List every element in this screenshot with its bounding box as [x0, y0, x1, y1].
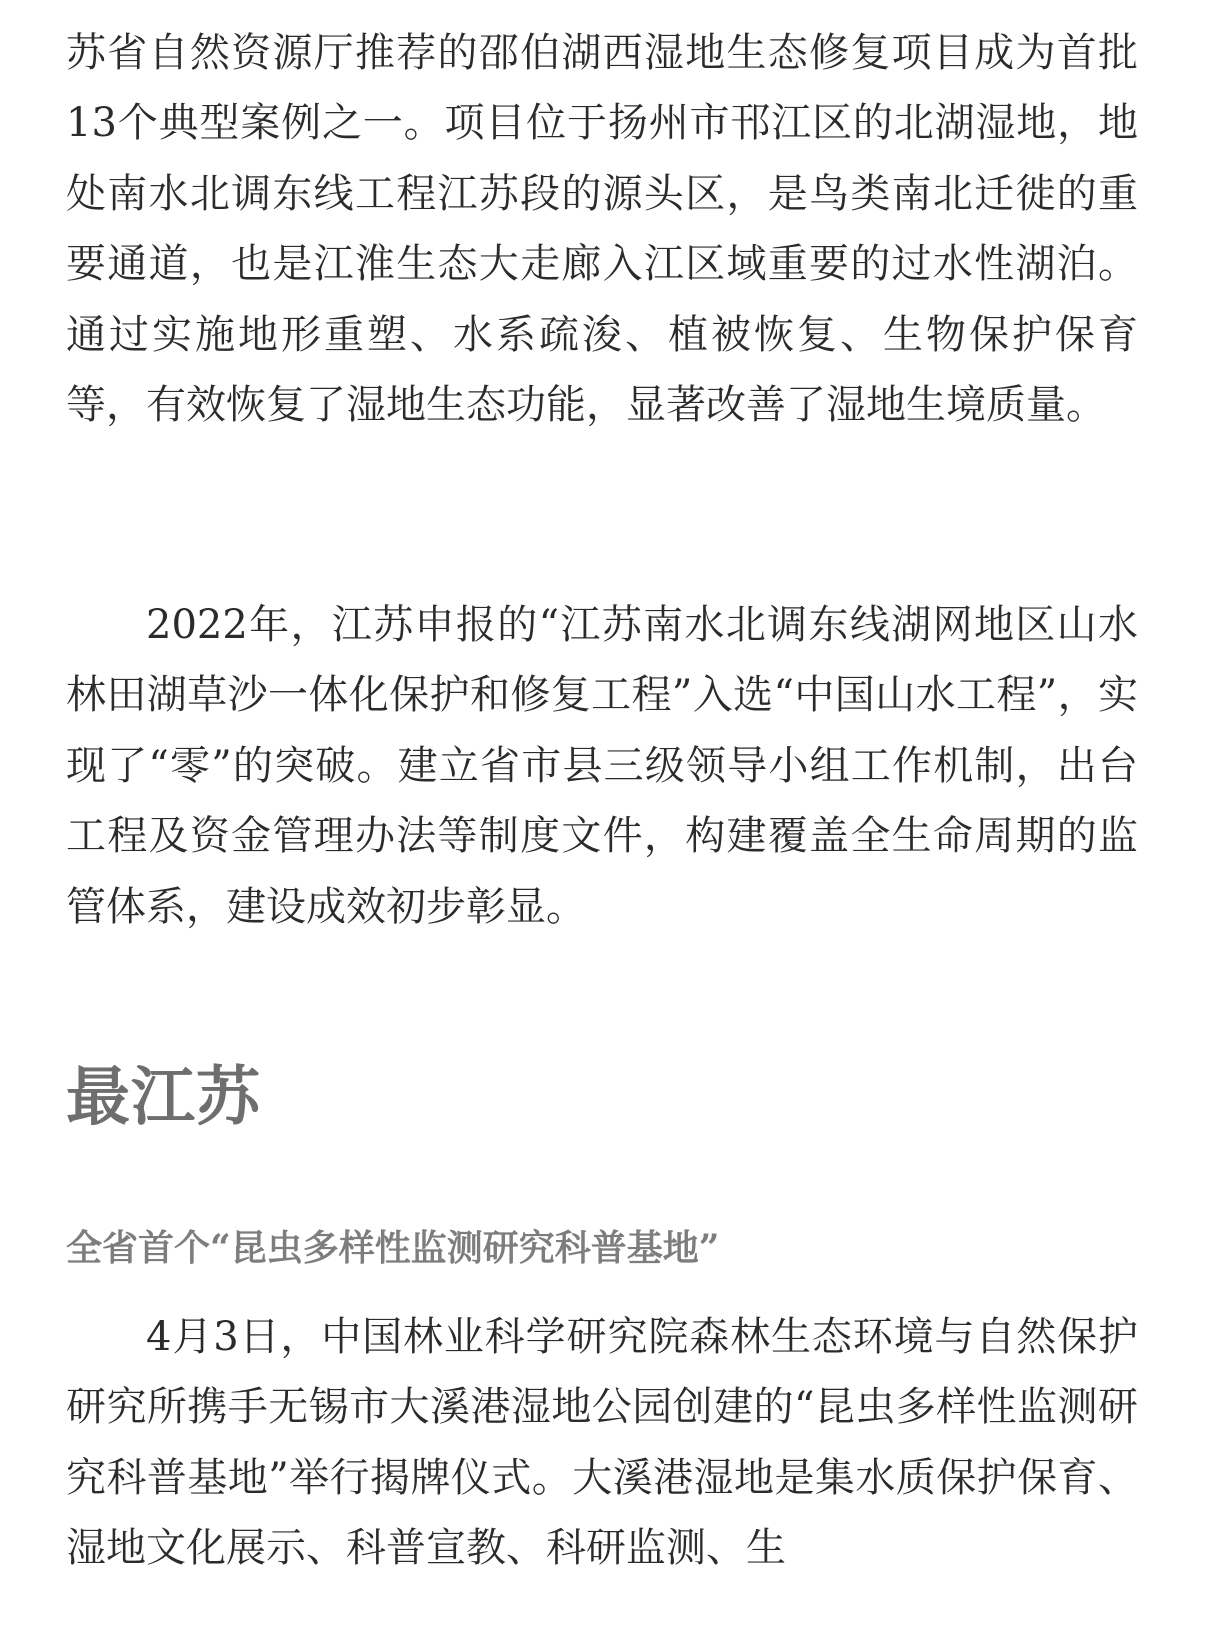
- body-paragraph: 2022年，江苏申报的“江苏南水北调东线湖网地区山水林田湖草沙一体化保护和修复工程”入选“中国山水工程”，实现了“零”的突破。建立省市县三级领导小组工作机制，出台工程及资金管理办法等制度文件，构建覆盖全生命周期的监管体系，建设成效初步彰显。: [66, 602, 1138, 930]
- body-paragraph: 苏省自然资源厅推荐的邵伯湖西湿地生态修复项目成为首批13个典型案例之一。项目位于扬州市邗江区的北湖湿地，地处南水北调东线工程江苏段的源头区，是鸟类南北迁徙的重要通道，也是江淮生态大走廊入江区域重要的过水性湖泊。通过实施地形重塑、水系疏浚、植被恢复、生物保护保育等，有效恢复了湿地生态功能，显著改善了湿地生境质量。: [66, 30, 1138, 429]
- body-paragraph-block: [66, 1302, 1138, 1584]
- section-heading: 最江苏: [66, 1061, 261, 1135]
- body-paragraph-block: [66, 590, 1138, 942]
- body-paragraph-block: [66, 18, 1138, 440]
- body-paragraph: 4月3日，中国林业科学研究院森林生态环境与自然保护研究所携手无锡市大溪港湿地公园创建的“昆虫多样性监测研究科普基地”举行揭牌仪式。大溪港湿地是集水质保护保育、湿地文化展示、科普宣教、科研监测、生: [66, 1314, 1138, 1572]
- section-subheading: 全省首个“昆虫多样性监测研究科普基地”: [66, 1227, 720, 1269]
